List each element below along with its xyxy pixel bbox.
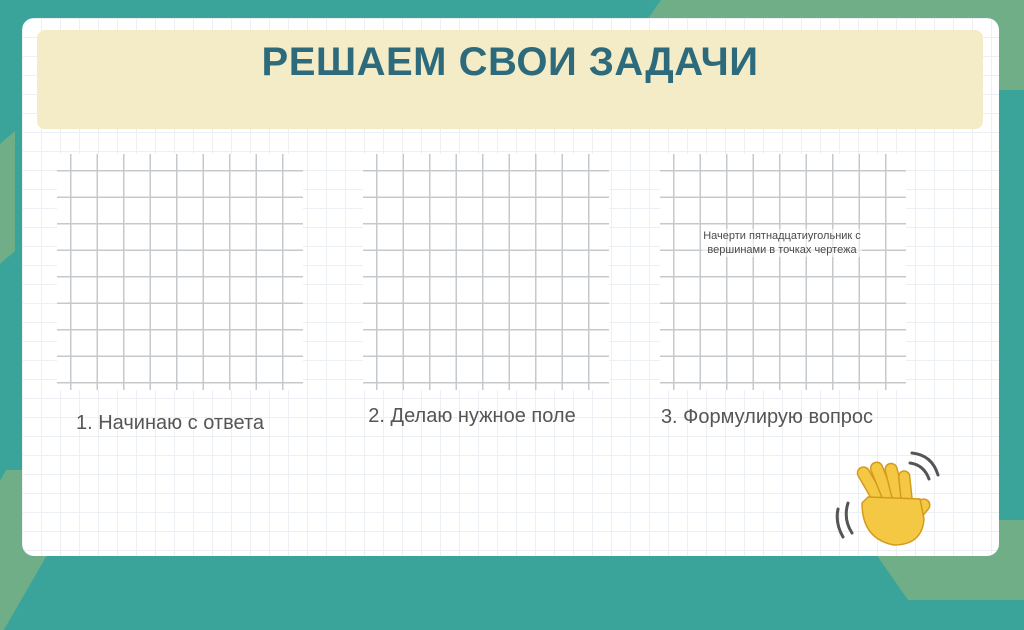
step-2-label: 2. Делаю нужное поле xyxy=(368,405,576,427)
task-note: Начерти пятнадцатиугольник с вершинами в точках чертежа xyxy=(703,230,861,256)
grid-panel-1 xyxy=(57,154,303,390)
slide xyxy=(22,18,999,556)
slide-title: РЕШАЕМ СВОИ ЗАДАЧИ xyxy=(261,40,759,84)
decor-shape-left xyxy=(0,131,15,289)
step-1-label: 1. Начинаю с ответа xyxy=(76,412,264,434)
waving-hand-icon xyxy=(832,451,942,551)
step-3-label: 3. Формулирую вопрос xyxy=(660,406,874,428)
title-banner xyxy=(37,30,983,129)
grid-panel-3 xyxy=(660,154,906,390)
grid-panel-2 xyxy=(363,154,609,390)
